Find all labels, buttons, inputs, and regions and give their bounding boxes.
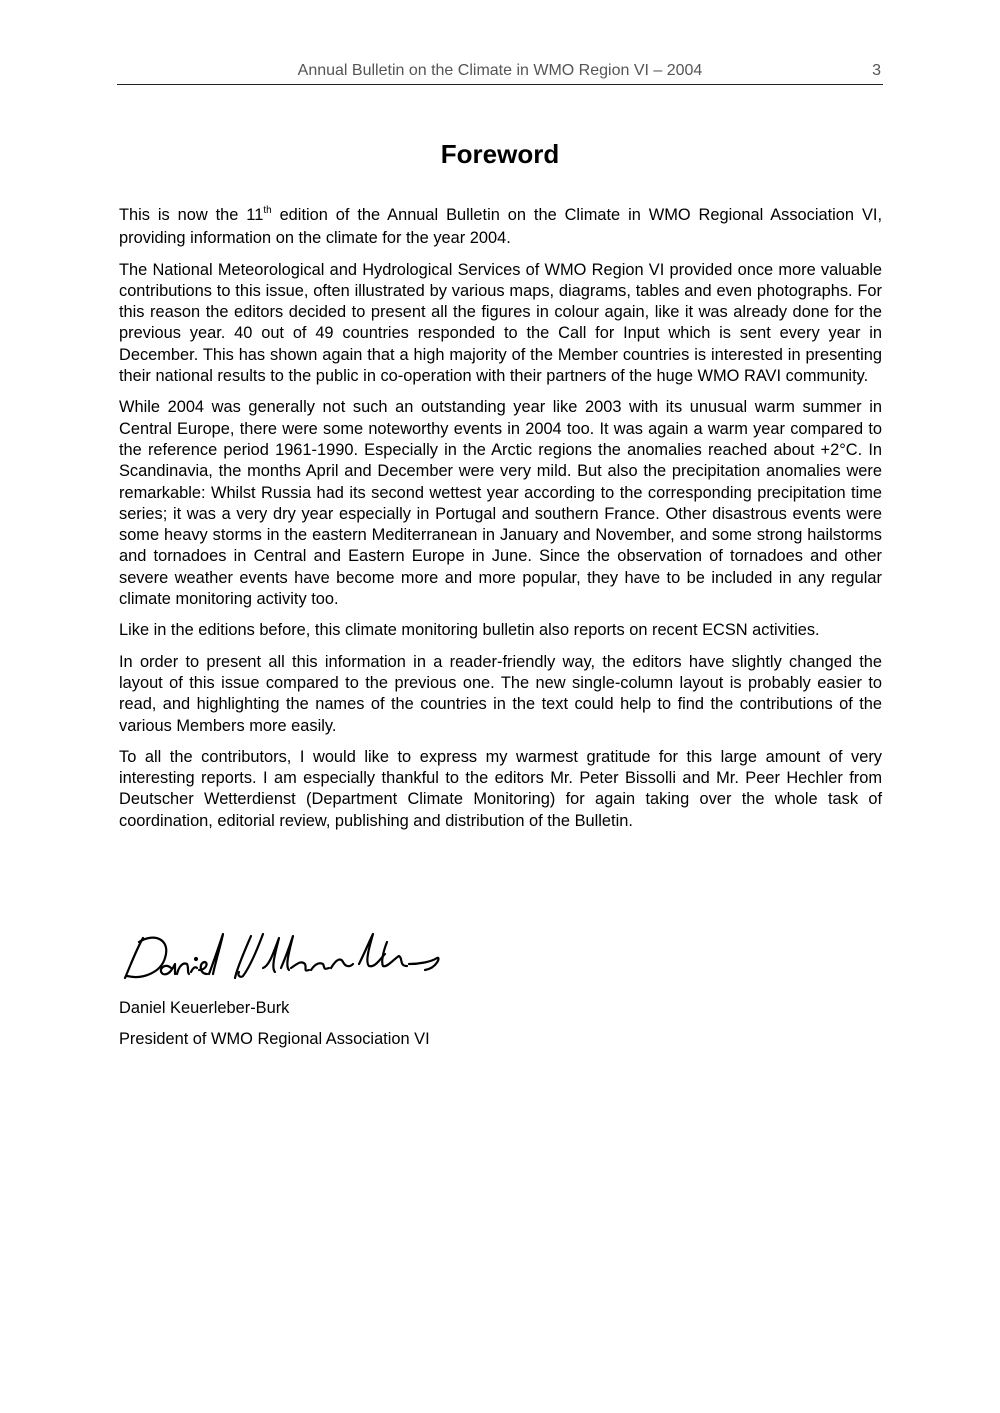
paragraph-edition-rest: edition of the Annual Bulletin on the Climate in WMO Regional Association VI, providing information on the climate for the year 2004. — [119, 206, 882, 248]
paragraph-climate-events: While 2004 was generally not such an outstanding year like 2003 with its unusual warm summer in Central Europe, there were some noteworthy events in 2004 too. It was again a warm year compared to the reference period 1961-1990. Especially in the Arctic regions the anomalies reached about +2°C. In Scandinavia, the months April and December were very mild. But also the precipitation anomalies were remarkable: Whilst Russia had its second wettest year according to the corresponding precipitation time series; it was a very dry year especially in Portugal and southern France. Other disastrous events were some heavy storms in the eastern Mediterranean in January and November, and some strong hailstorms and tornadoes in Central and Eastern Europe in June. Since the observation of tornadoes and other severe weather events have become more and more popular, they have to be included in any regular climate monitoring activity too. — [119, 398, 882, 609]
ordinal-suffix: th — [263, 205, 272, 216]
paragraph-edition — [119, 205, 882, 250]
foreword-body — [119, 205, 882, 842]
running-header-title: Annual Bulletin on the Climate in WMO Region VI – 2004 — [297, 62, 703, 79]
paragraph-gratitude: To all the contributors, I would like to express my warmest gratitude for this large amount of very interesting reports. I am especially thankful to the editors Mr. Peter Bissolli and Mr. Peer Hechler from Deutscher Wetterdienst (Department Climate Monitoring) for again taking over the whole task of coordination, editorial review, publishing and distribution of the Bulletin. — [119, 747, 882, 830]
page-number: 3 — [872, 62, 881, 79]
signer-role: President of WMO Regional Association VI — [119, 1030, 430, 1048]
paragraph-ecsn: Like in the editions before, this climate monitoring bulletin also reports on recent ECSN activities. — [119, 621, 820, 640]
signer-name: Daniel Keuerleber-Burk — [119, 999, 290, 1017]
paragraph-edition-lead: This is now the 11 — [119, 206, 264, 224]
handwritten-signature — [117, 928, 447, 986]
paragraph-layout: In order to present all this information in a reader-friendly way, the editors have slightly changed the layout of this issue compared to the previous one. The new single-column layout is probably easier to read, and highlighting the names of the countries in the text could help to find the contributions of the various Members more easily. — [119, 652, 882, 735]
running-header — [117, 60, 883, 85]
page-title: Foreword — [440, 139, 560, 169]
paragraph-contributions: The National Meteorological and Hydrological Services of WMO Region VI provided once more valuable contributions to this issue, often illustrated by various maps, diagrams, tables and even photographs. For this reason the editors decided to present all the figures in colour again, like it was already done for the previous year. 40 out of 49 countries responded to the Call for Input which is sent every year in December. This has shown again that a high majority of the Member countries is interested in presenting their national results to the public in co-operation with their partners of the huge WMO RAVI community. — [119, 260, 882, 386]
